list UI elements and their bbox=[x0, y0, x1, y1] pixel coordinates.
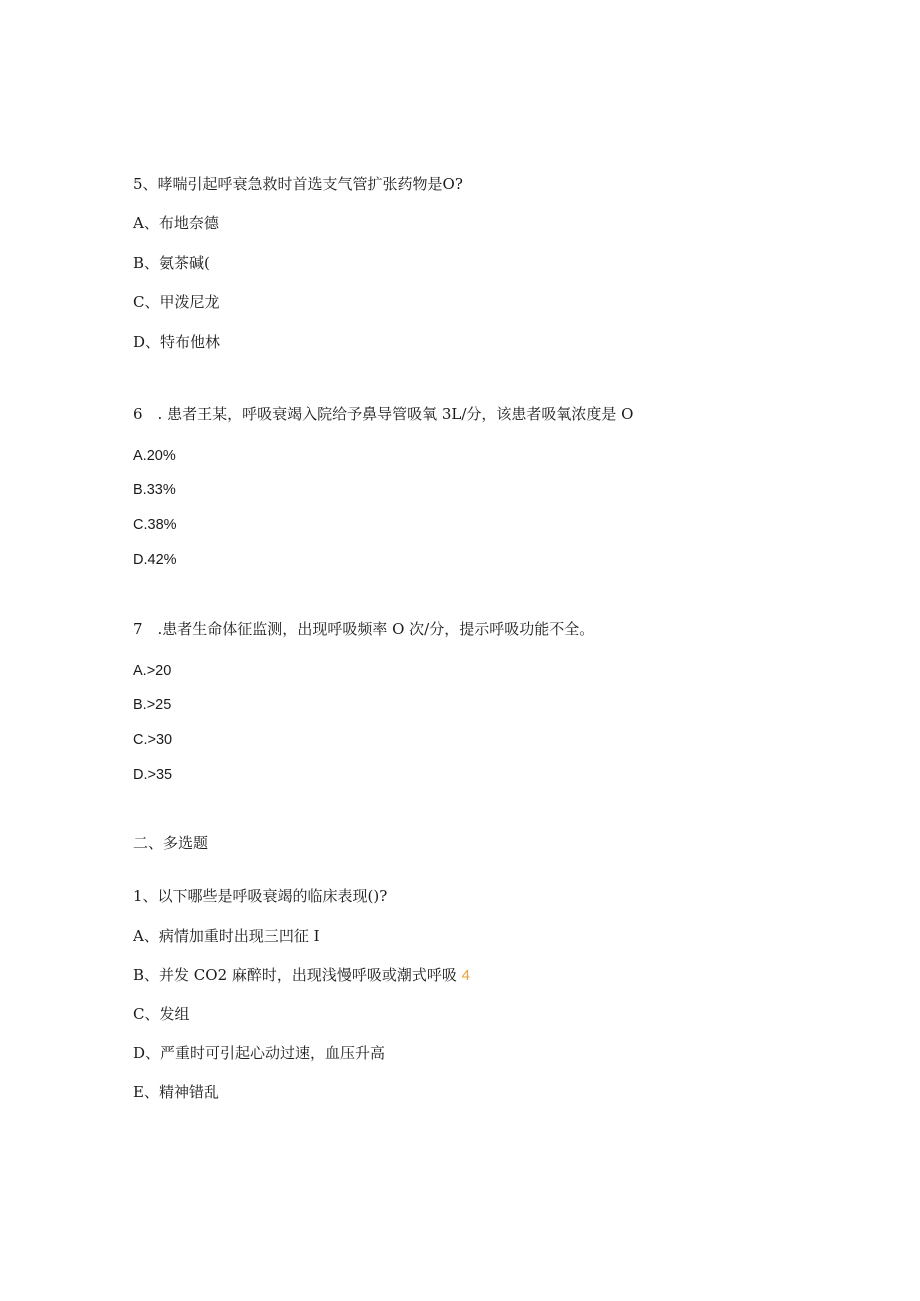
question-5-option-b: B、氨茶碱( bbox=[133, 254, 210, 272]
multi-question-1-option-b: B、并发 CO2 麻醉时，出现浅慢呼吸或潮式呼吸 bbox=[133, 966, 457, 984]
multi-question-1-option-b-row bbox=[133, 965, 470, 986]
multi-question-1-option-d: D、严重时可引起心动过速，血压升高 bbox=[133, 1044, 386, 1062]
question-5-stem: 5、哮喘引起呼衰急救时首选支气管扩张药物是O? bbox=[133, 175, 463, 193]
question-5-option-d: D、特布他林 bbox=[133, 333, 221, 351]
annotation-mark: 4 bbox=[461, 967, 471, 984]
question-6-option-a: A.20% bbox=[133, 448, 176, 464]
section-2-title: 二、多选题 bbox=[133, 834, 209, 852]
multi-question-1-option-e: E、精神错乱 bbox=[133, 1083, 219, 1101]
question-7-option-c: C.>30 bbox=[133, 732, 173, 748]
question-5-option-a: A、布地奈德 bbox=[133, 214, 219, 232]
multi-question-1-option-c: C、发组 bbox=[133, 1005, 190, 1023]
question-5-option-c: C、甲泼尼龙 bbox=[133, 293, 220, 311]
question-7-option-a: A.>20 bbox=[133, 663, 172, 679]
question-6-option-c: C.38% bbox=[133, 517, 177, 533]
question-6-stem: 6 . 患者王某，呼吸衰竭入院给予鼻导管吸氧 3L/分，该患者吸氧浓度是 O bbox=[133, 405, 634, 423]
question-7-option-d: D.>35 bbox=[133, 767, 173, 783]
question-6-option-b: B.33% bbox=[133, 482, 176, 498]
question-7-stem: 7 .患者生命体征监测，出现呼吸频率 O 次/分，提示呼吸功能不全。 bbox=[133, 620, 595, 638]
question-7-option-b: B.>25 bbox=[133, 697, 172, 713]
multi-question-1-stem: 1、以下哪些是呼吸衰竭的临床表现()? bbox=[133, 887, 388, 905]
question-6-option-d: D.42% bbox=[133, 552, 177, 568]
multi-question-1-option-a: A、病情加重时出现三凹征 I bbox=[133, 927, 320, 945]
